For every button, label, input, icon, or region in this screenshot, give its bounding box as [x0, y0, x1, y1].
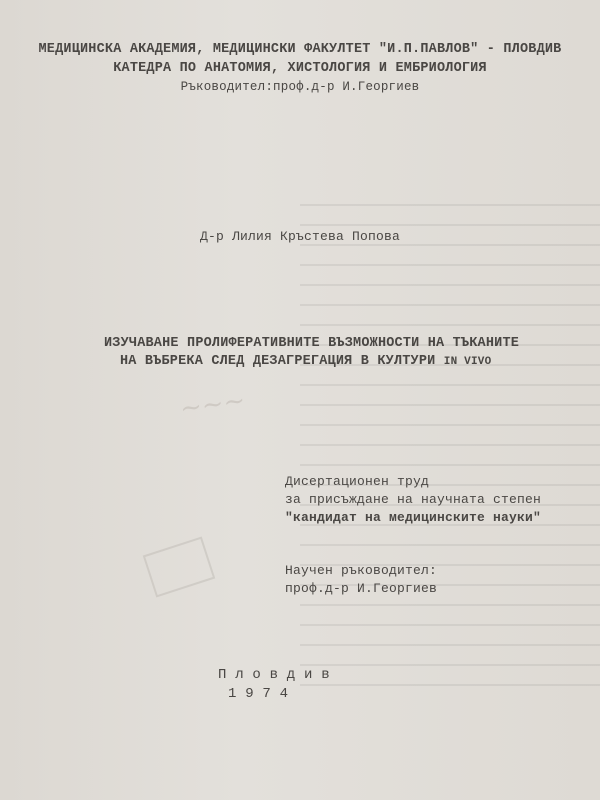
dissertation-line-3: "кандидат на медицинските науки" — [285, 510, 542, 525]
title-in-vivo: IN VIVO — [443, 356, 492, 368]
supervisor-name: проф.д-р И.Георгиев — [285, 581, 438, 596]
author: Д-р Лилия Кръстева Попова — [200, 229, 401, 244]
bleed-through-text — [300, 190, 600, 690]
department-head: Ръководител:проф.д-р И.Георгиев — [180, 80, 420, 94]
title-line-1: ИЗУЧАВАНЕ ПРОЛИФЕРАТИВНИТЕ ВЪЗМОЖНОСТИ НА ТЪКАНИТЕ — [104, 336, 520, 351]
dissertation-line-2: за присъждане на научната степен — [285, 492, 542, 507]
institution-line: МЕДИЦИНСКА АКАДЕМИЯ, МЕДИЦИНСКИ ФАКУЛТЕТ "И.П.ПАВЛОВ" - ПЛОВДИВ — [38, 42, 562, 57]
city: П л о в д и в — [218, 667, 330, 683]
department-line: КАТЕДРА ПО АНАТОМИЯ, ХИСТОЛОГИЯ И ЕМБРИОЛОГИЯ — [113, 61, 487, 76]
title-line-2-text: НА ВЪБРЕКА СЛЕД ДЕЗАГРЕГАЦИЯ В КУЛТУРИ — [120, 354, 436, 369]
year: 1 9 7 4 — [228, 686, 289, 702]
dissertation-line-1: Дисертационен труд — [285, 474, 430, 489]
supervisor-label: Научен ръководител: — [285, 563, 438, 578]
pencil-annotation: ~~~ — [178, 385, 248, 425]
title-line-2 — [120, 354, 491, 369]
